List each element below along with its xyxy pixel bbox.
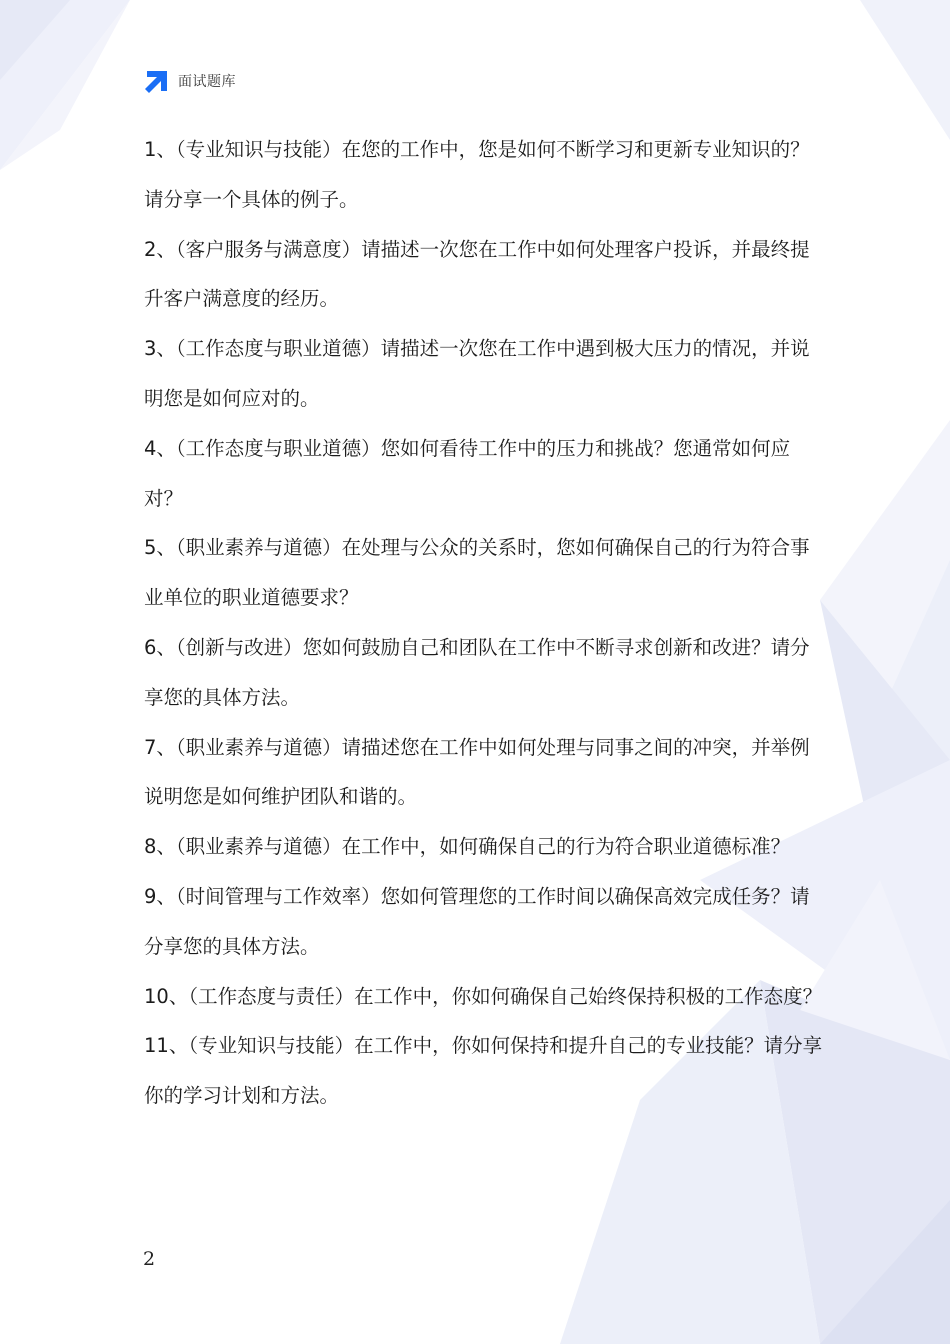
question-item: 2、（客户服务与满意度）请描述一次您在工作中如何处理客户投诉，并最终提升客户满意度的经历。 xyxy=(144,237,810,311)
question-item: 7、（职业素养与道德）请描述您在工作中如何处理与同事之间的冲突，并举例说明您是如何维护团队和谐的。 xyxy=(144,735,810,809)
question-item: 4、（工作态度与职业道德）您如何看待工作中的压力和挑战？您通常如何应对？ xyxy=(144,436,791,510)
brand-name: 面试题库 xyxy=(178,74,236,90)
question-list xyxy=(144,125,824,1121)
question-item: 6、（创新与改进）您如何鼓励自己和团队在工作中不断寻求创新和改进？请分享您的具体方法。 xyxy=(144,635,810,709)
question-item: 9、（时间管理与工作效率）您如何管理您的工作时间以确保高效完成任务？请分享您的具体方法。 xyxy=(144,884,810,958)
question-item: 8、（职业素养与道德）在工作中，如何确保自己的行为符合职业道德标准？ xyxy=(144,835,791,859)
question-item: 1、（专业知识与技能）在您的工作中，您是如何不断学习和更新专业知识的？请分享一个具体的例子。 xyxy=(144,138,810,211)
question-item: 5、（职业素养与道德）在处理与公众的关系时，您如何确保自己的行为符合事业单位的职业道德要求？ xyxy=(144,536,810,610)
arrow-up-right-icon xyxy=(143,68,170,95)
question-item: 10、（工作态度与责任）在工作中，你如何确保自己始终保持积极的工作态度？ xyxy=(144,984,823,1008)
question-item: 11、（专业知识与技能）在工作中，你如何保持和提升自己的专业技能？请分享你的学习计划和方法。 xyxy=(144,1034,823,1108)
question-item: 3、（工作态度与职业道德）请描述一次您在工作中遇到极大压力的情况，并说明您是如何应对的。 xyxy=(144,337,810,410)
header xyxy=(143,66,236,96)
page-number: 2 xyxy=(143,1248,156,1270)
